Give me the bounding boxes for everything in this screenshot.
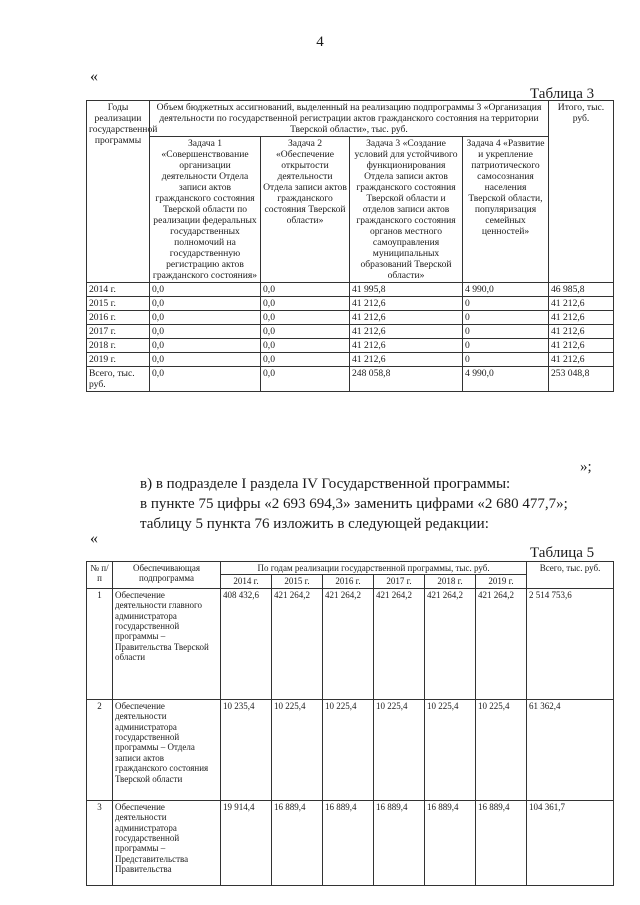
cell-t2: 0,0 bbox=[261, 325, 350, 339]
year-header: 2015 г. bbox=[272, 575, 323, 588]
cell-t4: 0 bbox=[463, 297, 549, 311]
cell-year: 2014 г. bbox=[87, 283, 150, 297]
year-value: 10 225,4 bbox=[272, 699, 323, 800]
year-value: 421 264,2 bbox=[476, 588, 527, 699]
closing-quote: »; bbox=[580, 459, 592, 475]
year-header: 2016 г. bbox=[323, 575, 374, 588]
cell-t2: 0,0 bbox=[261, 367, 350, 392]
cell-year: 2016 г. bbox=[87, 311, 150, 325]
cell-t1: 0,0 bbox=[150, 311, 261, 325]
year-value: 16 889,4 bbox=[425, 800, 476, 885]
year-value: 16 889,4 bbox=[476, 800, 527, 885]
table5-caption: Таблица 5 bbox=[530, 545, 595, 561]
cell-t3: 41 212,6 bbox=[350, 353, 463, 367]
year-value: 421 264,2 bbox=[272, 588, 323, 699]
cell-total: 41 212,6 bbox=[549, 311, 614, 325]
year-value: 421 264,2 bbox=[374, 588, 425, 699]
cell-total: 46 985,8 bbox=[549, 283, 614, 297]
cell-total: 41 212,6 bbox=[549, 297, 614, 311]
year-value: 10 235,4 bbox=[221, 699, 272, 800]
table-5 bbox=[86, 561, 614, 886]
row-number: 2 bbox=[87, 699, 113, 800]
task-4-header: Задача 4 «Развитие и укрепление патриотического самосознания населения Тверской области, популяризация семейных ценностей» bbox=[463, 137, 549, 283]
table-3 bbox=[86, 100, 614, 392]
opening-quote-2: « bbox=[90, 530, 98, 547]
paragraph-3: таблицу 5 пункта 76 изложить в следующей редакции: bbox=[140, 516, 489, 532]
total-header: Итого, тыс. руб. bbox=[549, 101, 614, 283]
year-value: 16 889,4 bbox=[374, 800, 425, 885]
cell-t4: 4 990,0 bbox=[463, 367, 549, 392]
allocation-header: Объем бюджетных ассигнований, выделенный на реализацию подпрограммы 3 «Организация деятельности по государственной регистрации актов гражданского состояния на территории Тверской области», тыс. руб. bbox=[150, 101, 549, 137]
year-value: 16 889,4 bbox=[323, 800, 374, 885]
row-number: 1 bbox=[87, 588, 113, 699]
year-value: 408 432,6 bbox=[221, 588, 272, 699]
number-header: № п/п bbox=[87, 562, 113, 589]
cell-t3: 41 212,6 bbox=[350, 297, 463, 311]
table-row bbox=[87, 800, 614, 885]
year-value: 421 264,2 bbox=[323, 588, 374, 699]
table-row bbox=[87, 339, 614, 353]
cell-total: 253 048,8 bbox=[549, 367, 614, 392]
cell-t1: 0,0 bbox=[150, 297, 261, 311]
cell-t2: 0,0 bbox=[261, 353, 350, 367]
years-header: Годы реализации государственной программы bbox=[87, 101, 150, 283]
cell-year: 2017 г. bbox=[87, 325, 150, 339]
cell-t4: 0 bbox=[463, 311, 549, 325]
year-header: 2018 г. bbox=[425, 575, 476, 588]
task-3-header: Задача 3 «Создание условий для устойчивого функционирования Отдела записи актов гражданского состояния Тверской области и отделов записи актов гражданского состояния органов местного самоуправления муниципальных образований Тверской области» bbox=[350, 137, 463, 283]
year-value: 16 889,4 bbox=[272, 800, 323, 885]
table3-caption: Таблица 3 bbox=[530, 86, 595, 102]
paragraph-2: в пункте 75 цифры «2 693 694,3» заменить цифрами «2 680 477,7»; bbox=[140, 496, 568, 512]
cell-t4: 0 bbox=[463, 325, 549, 339]
subprogram-header: Обеспечивающая подпрограмма bbox=[113, 562, 221, 589]
year-header: 2019 г. bbox=[476, 575, 527, 588]
cell-t1: 0,0 bbox=[150, 353, 261, 367]
cell-total: 41 212,6 bbox=[549, 339, 614, 353]
table-row bbox=[87, 325, 614, 339]
cell-t3: 41 212,6 bbox=[350, 339, 463, 353]
year-value: 10 225,4 bbox=[323, 699, 374, 800]
cell-t3: 248 058,8 bbox=[350, 367, 463, 392]
table-row bbox=[87, 588, 614, 699]
cell-t3: 41 995,8 bbox=[350, 283, 463, 297]
subprogram-name: Обеспечение деятельности администратора государственной программы – Представительства Правительства bbox=[113, 800, 221, 885]
year-value: 10 225,4 bbox=[374, 699, 425, 800]
sum-header: Всего, тыс. руб. bbox=[527, 562, 614, 589]
year-value: 19 914,4 bbox=[221, 800, 272, 885]
table-row bbox=[87, 699, 614, 800]
cell-year: Всего, тыс. руб. bbox=[87, 367, 150, 392]
table-row bbox=[87, 311, 614, 325]
cell-total: 41 212,6 bbox=[549, 353, 614, 367]
row-total: 104 361,7 bbox=[527, 800, 614, 885]
year-value: 10 225,4 bbox=[425, 699, 476, 800]
page-number: 4 bbox=[316, 34, 324, 50]
paragraph-1: в) в подразделе I раздела IV Государственной программы: bbox=[140, 476, 511, 492]
cell-t2: 0,0 bbox=[261, 339, 350, 353]
by-years-header: По годам реализации государственной программы, тыс. руб. bbox=[221, 562, 527, 575]
task-1-header: Задача 1 «Совершенствование организации деятельности Отдела записи актов гражданского состояния Тверской области по реализации федеральных государственных полномочий на государственную регистрацию актов гражданского состояния» bbox=[150, 137, 261, 283]
task-2-header: Задача 2 «Обеспечение открытости деятельности Отдела записи актов гражданского состояния Тверской области» bbox=[261, 137, 350, 283]
subprogram-name: Обеспечение деятельности главного администратора государственной программы – Правительства Тверской области bbox=[113, 588, 221, 699]
cell-t4: 0 bbox=[463, 339, 549, 353]
row-total: 2 514 753,6 bbox=[527, 588, 614, 699]
year-value: 421 264,2 bbox=[425, 588, 476, 699]
table-row bbox=[87, 297, 614, 311]
year-header: 2014 г. bbox=[221, 575, 272, 588]
table-row bbox=[87, 283, 614, 297]
year-header: 2017 г. bbox=[374, 575, 425, 588]
cell-t3: 41 212,6 bbox=[350, 325, 463, 339]
cell-year: 2015 г. bbox=[87, 297, 150, 311]
row-total: 61 362,4 bbox=[527, 699, 614, 800]
cell-t1: 0,0 bbox=[150, 339, 261, 353]
cell-t1: 0,0 bbox=[150, 325, 261, 339]
cell-t2: 0,0 bbox=[261, 297, 350, 311]
row-number: 3 bbox=[87, 800, 113, 885]
cell-year: 2018 г. bbox=[87, 339, 150, 353]
cell-t2: 0,0 bbox=[261, 311, 350, 325]
cell-t1: 0,0 bbox=[150, 367, 261, 392]
table-row bbox=[87, 367, 614, 392]
opening-quote: « bbox=[90, 68, 98, 85]
cell-t3: 41 212,6 bbox=[350, 311, 463, 325]
table-row bbox=[87, 353, 614, 367]
cell-t4: 4 990,0 bbox=[463, 283, 549, 297]
cell-total: 41 212,6 bbox=[549, 325, 614, 339]
cell-t1: 0,0 bbox=[150, 283, 261, 297]
cell-year: 2019 г. bbox=[87, 353, 150, 367]
year-value: 10 225,4 bbox=[476, 699, 527, 800]
cell-t2: 0,0 bbox=[261, 283, 350, 297]
cell-t4: 0 bbox=[463, 353, 549, 367]
subprogram-name: Обеспечение деятельности администратора государственной программы – Отдела записи актов гражданского состояния Тверской области bbox=[113, 699, 221, 800]
